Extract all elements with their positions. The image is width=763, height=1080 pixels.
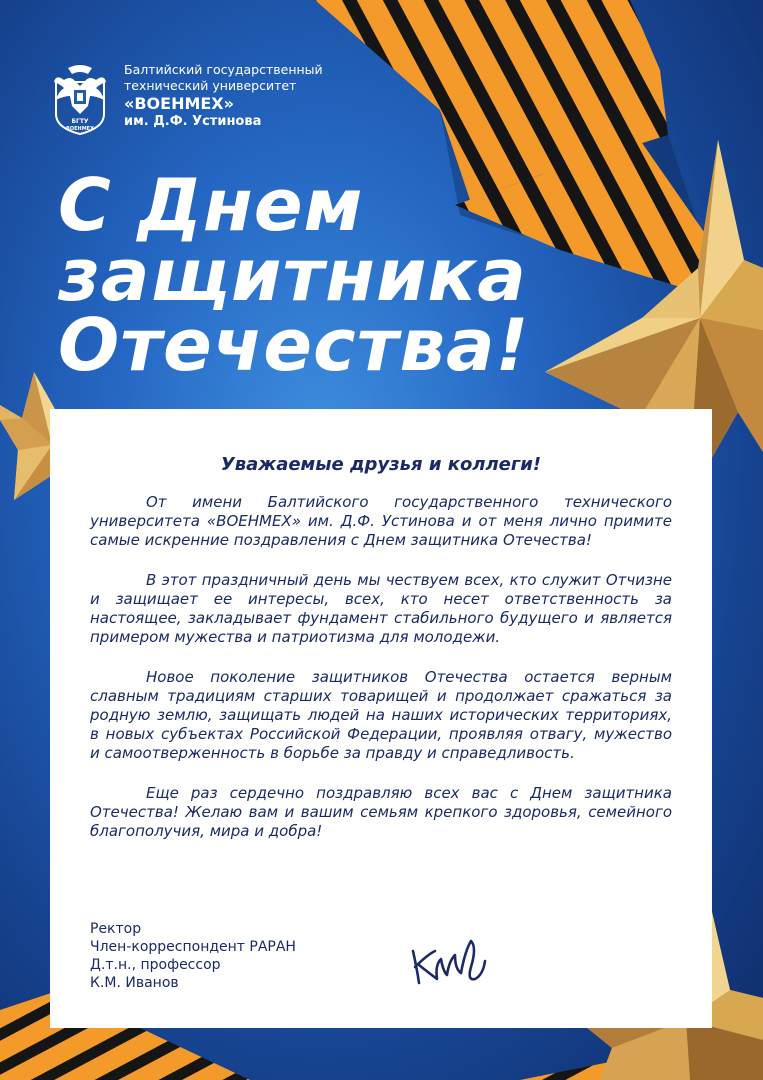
double-headed-eagle-crest-icon (50, 62, 110, 136)
letter-paragraph-2: В этот праздничный день мы чествуем всех, кто служит Отчизне и защищает ее интересы, всех, кто несет ответственность за настоящее, закладывает фундамент стабильного будущего и является примером мужества и патриотизма для молодежи. (90, 571, 672, 646)
signatory-title: Ректор (90, 921, 142, 937)
headline-line-3: Отечества! (58, 303, 530, 387)
logo-text-bottom: ВОЕНМЕХ (66, 126, 94, 132)
headline-line-1: С Днем (58, 163, 364, 247)
university-line-2: технический университет (124, 77, 297, 93)
logo-text-top: БГТУ (71, 118, 89, 125)
signatory-degree: Д.т.н., профессор (90, 957, 221, 973)
university-line-1: Балтийский государственный (124, 62, 323, 77)
signatory-name: К.М. Иванов (90, 975, 179, 991)
handwritten-signature-icon (405, 921, 505, 993)
letter-paragraph-4: Еще раз сердечно поздравляю всех вас с Днем защитника Отечества! Желаю вам и вашим семьям крепкого здоровья, семейного благополучия, мира и добра! (90, 784, 672, 840)
letter-paragraph-1: От имени Балтийского государственного технического университета «ВОЕНМЕХ» им. Д.Ф. Устинова и от меня лично примите самые искренние поздравления с Днем защитника Отечества! (90, 493, 672, 549)
letter-panel (50, 409, 712, 1028)
signatory-rank: Член-корреспондент РАРАН (90, 939, 296, 955)
university-short-name: «ВОЕНМЕХ» (124, 94, 234, 114)
headline-line-2: защитника (58, 233, 527, 317)
letter-body (90, 493, 672, 862)
headline (58, 163, 618, 387)
signatory-block (90, 920, 296, 992)
letter-paragraph-3: Новое поколение защитников Отечества остается верным славным традициям старших товарищей и продолжает сражаться за родную землю, защищать людей на наших исторических территориях, в новых субъектах Российской Федерации, проявляя отвагу, мужество и самоотверженность в борьбе за правду и справедливость. (90, 668, 672, 762)
university-name-block (124, 62, 323, 131)
letter-greeting: Уважаемые друзья и коллеги! (220, 454, 542, 475)
university-named-after: им. Д.Ф. Устинова (124, 114, 262, 130)
